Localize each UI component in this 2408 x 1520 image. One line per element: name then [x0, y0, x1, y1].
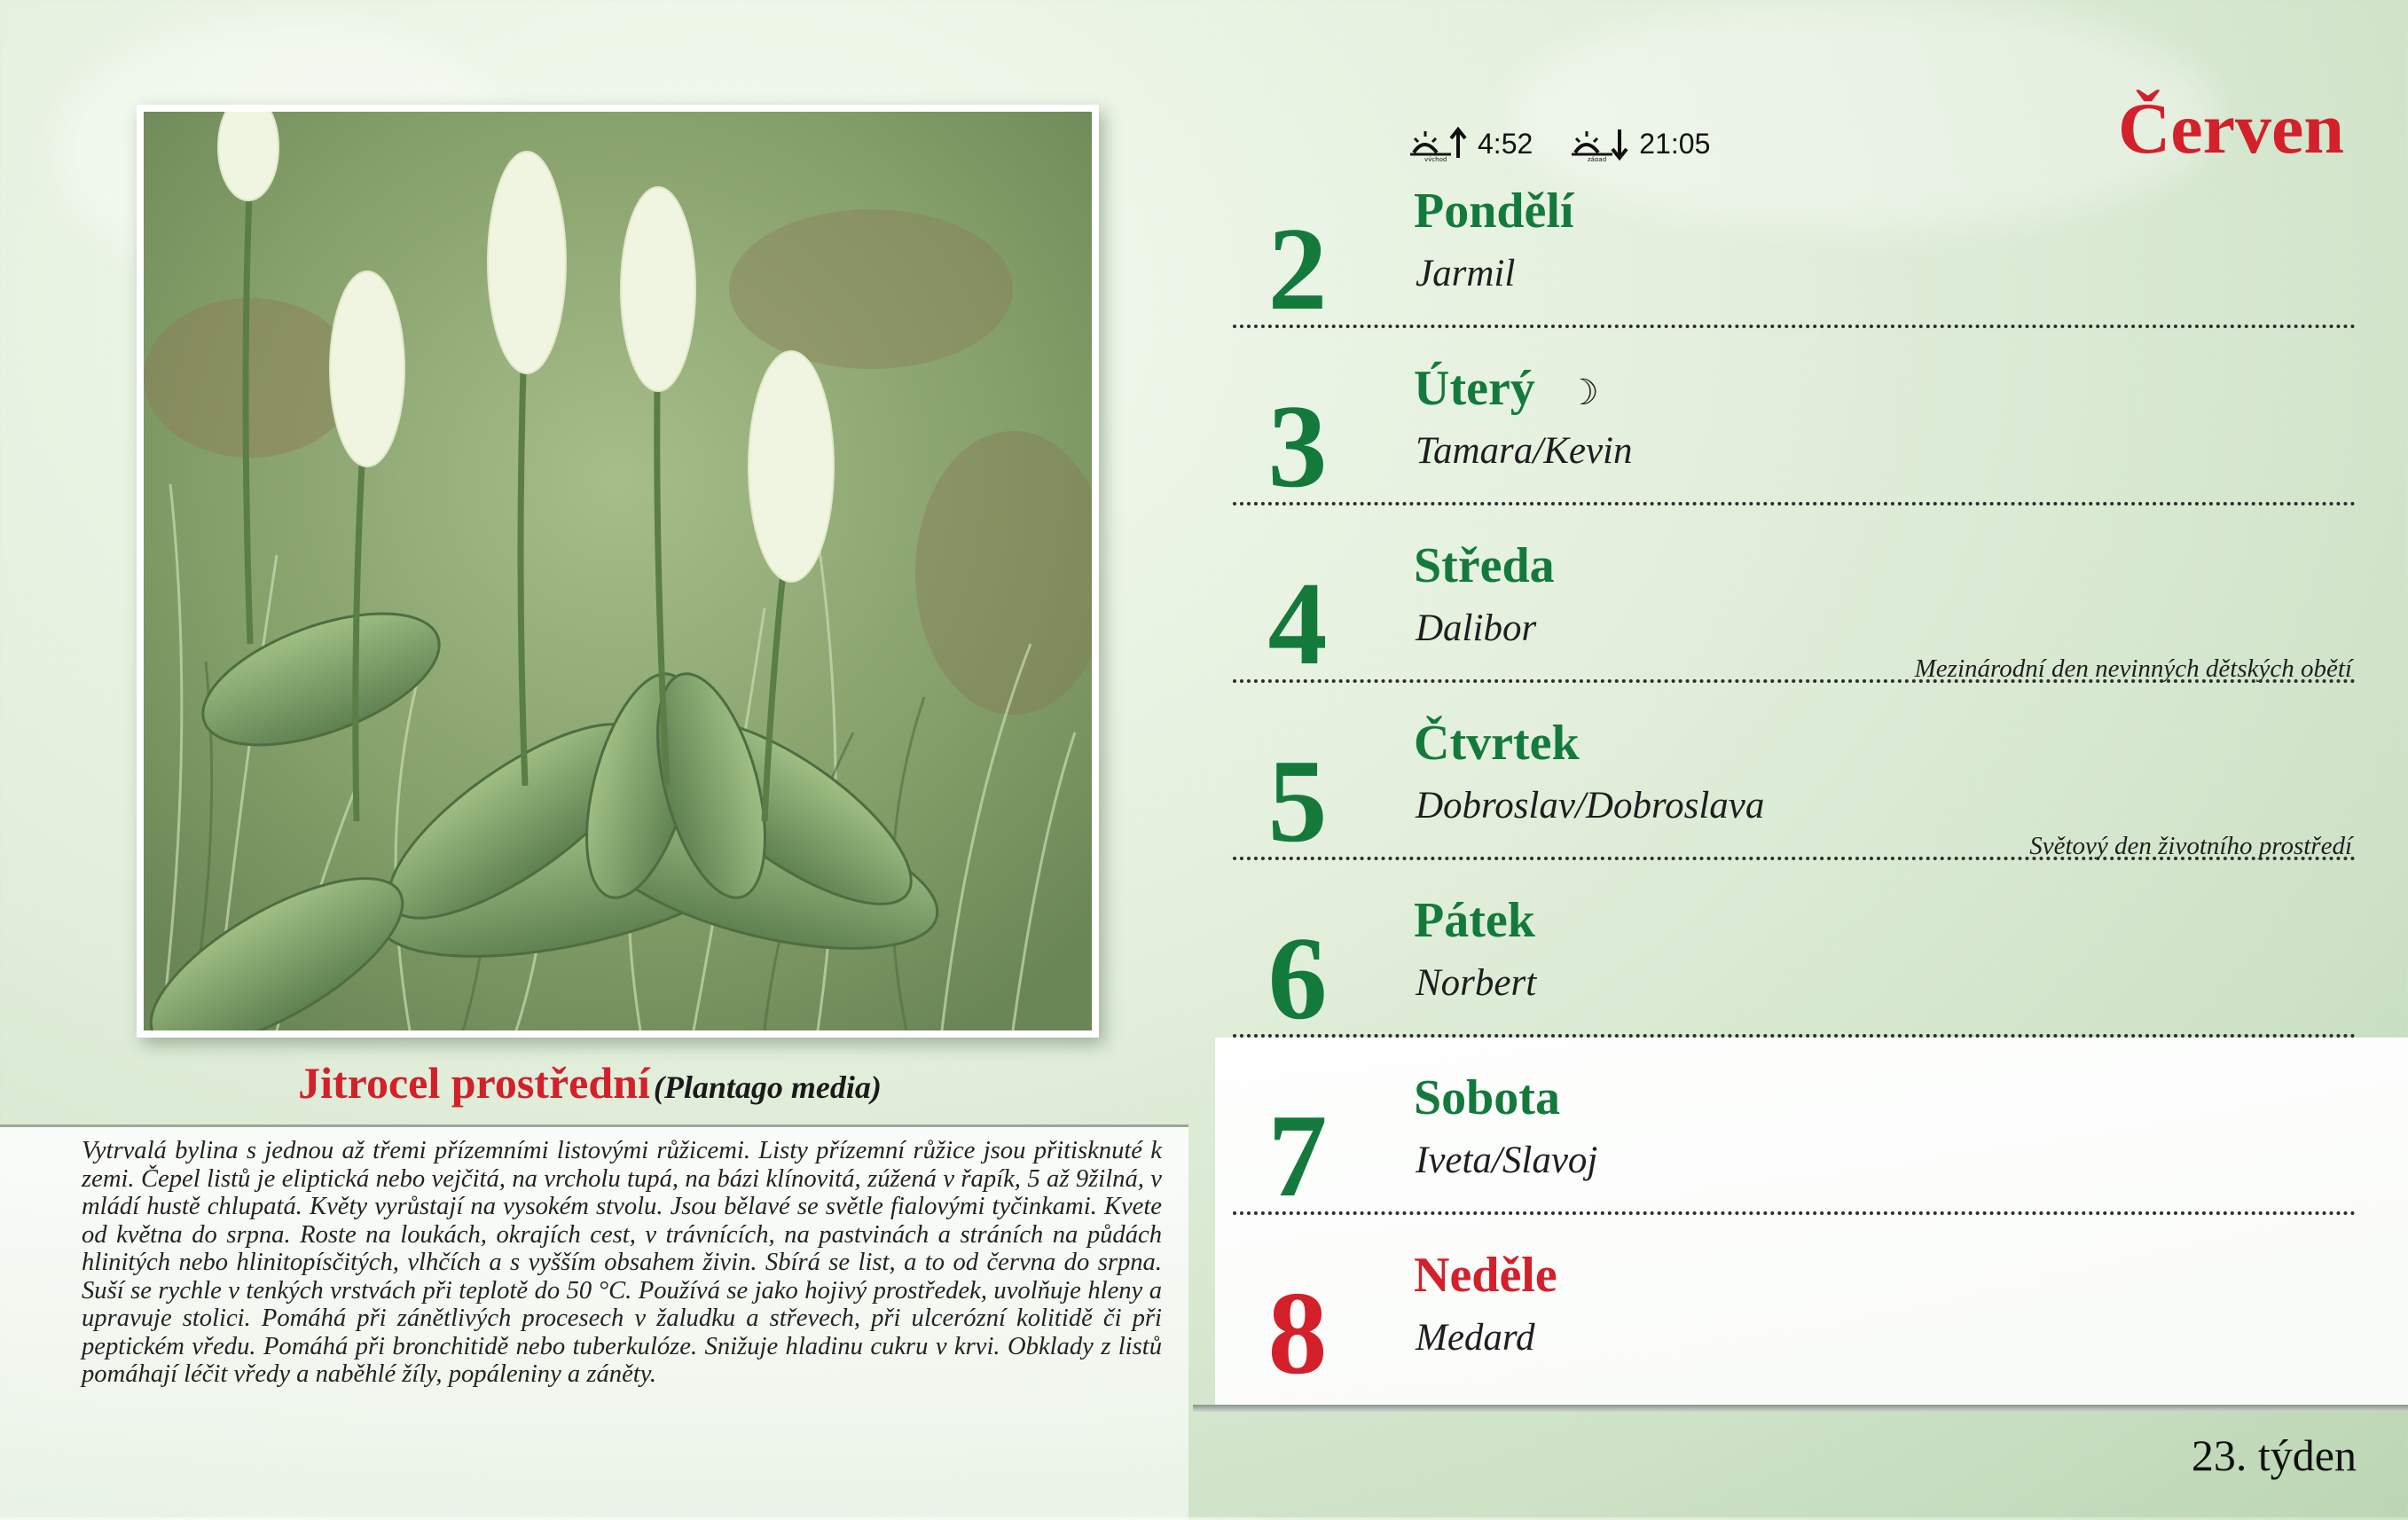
day-name-text: Čtvrtek	[1414, 716, 1580, 771]
name-day: Dalibor	[1416, 607, 1537, 649]
day-number: 8	[1267, 1267, 1328, 1399]
plant-illustration	[144, 112, 1092, 1030]
sunset	[1572, 126, 1710, 161]
day-name	[1414, 715, 1580, 772]
day-number: 4	[1267, 558, 1328, 689]
day-row	[1231, 355, 2357, 532]
week-number: 23. týden	[2191, 1430, 2357, 1480]
month-title: Červen	[2117, 88, 2344, 168]
sun-times	[1410, 126, 1710, 161]
plant-name: Jitrocel prostřední	[298, 1058, 650, 1108]
day-separator	[1233, 679, 2356, 683]
day-name	[1414, 183, 1573, 239]
day-name	[1414, 360, 1599, 417]
plant-description: Vytrvalá bylina s jednou až třemi přízemními listovými růžicemi. Listy přízemní růžice jsou přitisknuté k zemi. Čepel listů je eliptická nebo vejčitá, na vrcholu tupá, na bázi klínovitá, zúžená v řapík, 5 až 9žilná, v mládí hustě chlupatá. Květy vyrůstají na vysokém stvolu. Jsou bělavé se světle fialovými tyčinkami. Kvete od května do srpna. Roste na loukách, okrajích cest, v trávnících, na pastvinách a stráních na půdách hlinitých nebo hlinitopísčitých, vlhčích a s vyšším obsahem živin. Sbírá se list, a to od června do srpna. Suší se rychle v tenkých vrstvách při teplotě do 50 °C. Používá se jako hojivý prostředek, uvolňuje hleny a upravuje stolici. Pomáhá při zánětlivých procesech v žaludku a střevech, při ulcerózní kolitidě či při peptickém vředu. Pomáhá při bronchitidě nebo tuberkulóze. Snižuje hladinu cukru v krvi. Obklady z listů pomáhají léčit vředy a naběhlé žíly, popáleniny a záněty.	[82, 1137, 1162, 1388]
sunrise-icon	[1410, 126, 1472, 161]
day-separator	[1233, 502, 2356, 505]
day-number: 6	[1267, 913, 1328, 1044]
name-day: Tamara/Kevin	[1416, 430, 1633, 472]
name-day: Jarmil	[1416, 253, 1516, 294]
day-name-text: Úterý	[1414, 361, 1535, 416]
day-name-text: Sobota	[1414, 1070, 1560, 1125]
day-name	[1414, 537, 1555, 594]
day-name-text: Neděle	[1414, 1248, 1557, 1303]
day-row	[1231, 1064, 2357, 1242]
day-name	[1414, 1069, 1560, 1126]
day-row	[1231, 532, 2357, 709]
sunrise	[1410, 126, 1533, 161]
day-separator	[1233, 325, 2356, 328]
sunrise-label: východ	[1424, 156, 1447, 161]
sunset-icon	[1572, 126, 1634, 161]
day-note: Světový den životního prostředí	[2029, 832, 2352, 860]
plant-caption	[0, 1057, 1180, 1109]
day-number: 7	[1267, 1090, 1328, 1221]
moon-phase-icon: ☽	[1566, 372, 1599, 412]
day-row	[1231, 177, 2357, 355]
name-day: Norbert	[1416, 962, 1537, 1004]
plant-latin-name: (Plantago media)	[653, 1069, 882, 1105]
day-number: 5	[1267, 735, 1328, 866]
day-separator	[1233, 857, 2356, 860]
day-name-text: Pondělí	[1414, 184, 1574, 239]
day-name	[1414, 892, 1535, 949]
day-row	[1231, 709, 2357, 887]
day-row-sunday	[1231, 1242, 2357, 1419]
day-name-text: Pátek	[1414, 893, 1535, 948]
sunrise-time: 4:52	[1478, 127, 1533, 160]
day-note: Mezinárodní den nevinných dětských obětí	[1914, 654, 2352, 683]
plant-illustration-frame	[137, 105, 1099, 1038]
day-name-text: Středa	[1414, 538, 1555, 593]
name-day: Dobroslav/Dobroslava	[1416, 785, 1765, 827]
sunset-label: západ	[1588, 156, 1607, 161]
bottom-rule	[1193, 1405, 2408, 1412]
sunset-time: 21:05	[1639, 127, 1711, 160]
day-separator	[1233, 1034, 2356, 1038]
day-separator	[1233, 1211, 2356, 1215]
day-number: 2	[1267, 203, 1328, 334]
name-day: Medard	[1416, 1317, 1535, 1359]
plant-image	[144, 112, 1092, 1030]
name-day: Iveta/Slavoj	[1416, 1140, 1598, 1181]
day-number: 3	[1267, 380, 1328, 512]
day-row	[1231, 887, 2357, 1064]
day-name	[1414, 1247, 1557, 1304]
